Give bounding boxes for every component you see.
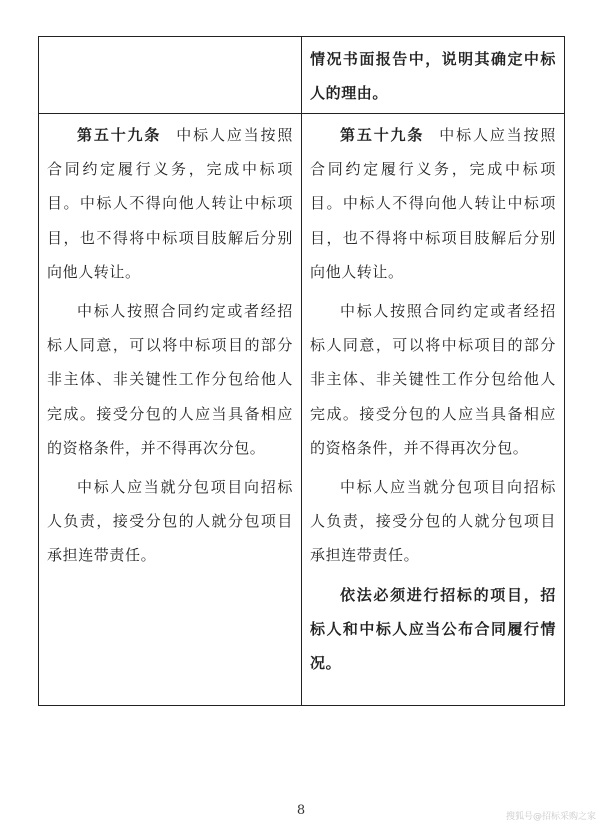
- right-article-label: 第五十九条: [340, 126, 425, 144]
- left-column-cell: [39, 118, 301, 578]
- top-right-cell: [302, 42, 564, 115]
- right-paragraph-1-text: 中标人应当按照合同约定履行义务，完成中标项目。中标人不得向他人转让中标项目，也不得将中标项目肢解后分别向他人转让。: [310, 126, 556, 281]
- watermark: 搜狐号@招标采购之家: [505, 812, 596, 822]
- right-paragraph-3: 中标人应当就分包项目向招标人负责，接受分包的人就分包项目承担连带责任。: [310, 478, 556, 565]
- left-paragraph-2: 中标人按照合同约定或者经招标人同意，可以将中标项目的部分非主体、非关键性工作分包给他人完成。接受分包的人应当具备相应的资格条件，并不得再次分包。: [47, 302, 293, 457]
- comparison-table: [38, 36, 565, 706]
- left-paragraph-1-text: 中标人应当按照合同约定履行义务，完成中标项目。中标人不得向他人转让中标项目，也不得将中标项目肢解后分别向他人转让。: [47, 126, 293, 281]
- top-left-cell: [39, 37, 301, 113]
- right-paragraph-4: 依法必须进行招标的项目，招标人和中标人应当公布合同履行情况。: [310, 585, 556, 673]
- left-paragraph-3: 中标人应当就分包项目向招标人负责，接受分包的人就分包项目承担连带责任。: [47, 478, 293, 565]
- left-article-label: 第五十九条: [77, 126, 162, 144]
- right-paragraph-1: [310, 118, 556, 289]
- left-paragraph-1: [47, 118, 293, 289]
- right-column-cell: [302, 118, 564, 685]
- page-number: 8: [296, 803, 306, 818]
- right-paragraph-2: 中标人按照合同约定或者经招标人同意，可以将中标项目的部分非主体、非关键性工作分包给他人完成。接受分包的人应当具备相应的资格条件，并不得再次分包。: [310, 302, 556, 457]
- top-right-text: 情况书面报告中，说明其确定中标人的理由。: [310, 50, 556, 103]
